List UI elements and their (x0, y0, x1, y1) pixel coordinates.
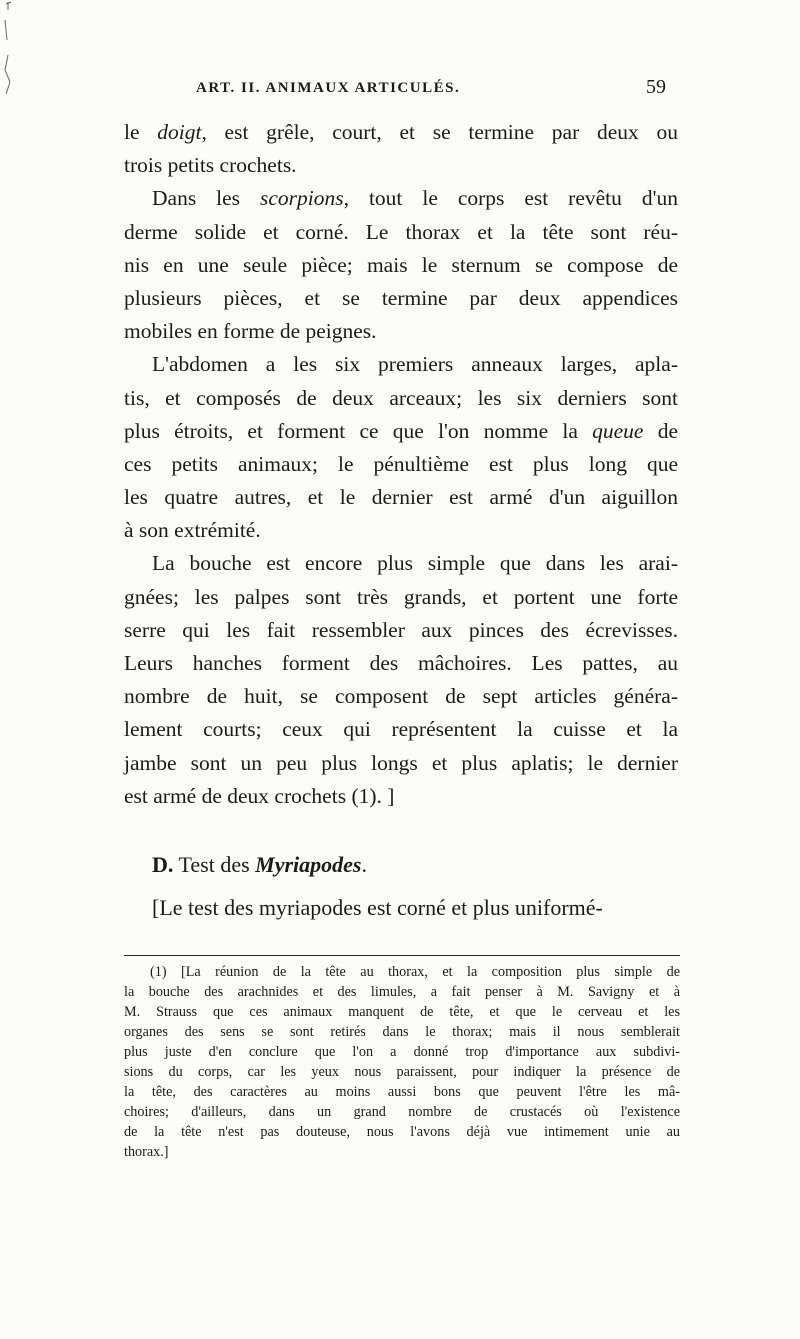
body-text (124, 116, 678, 813)
text-line: ces petits animaux; le pénultième est plus long que (124, 451, 678, 476)
footnote-line: organes des sens se sont retirés dans le thorax; mais il nous semblerait (124, 1024, 680, 1040)
text-line: les quatre autres, et le dernier est armé d'un aiguillon (124, 485, 678, 510)
text-line: La bouche est encore plus simple que dans les arai- (152, 551, 678, 576)
footnote-line: la tête, des caractères au moins aussi bons que peuvent l'être les mâ- (124, 1084, 680, 1100)
section-title-suffix: . (361, 852, 367, 877)
text-line: nis en une seule pièce; mais le sternum se compose de (124, 252, 678, 277)
footnote-line: thorax.] (124, 1144, 169, 1160)
text-line: à son extrémité. (124, 518, 261, 543)
footnote-rule (124, 955, 680, 956)
footnote-line: la bouche des arachnides et des limules, a fait penser à M. Savigny et à (124, 984, 680, 1000)
text-line: le doigt, est grêle, court, et se termine par deux ou (124, 120, 678, 144)
text-line: jambe sont un peu plus longs et plus aplatis; le dernier (124, 750, 678, 775)
text-line: tis, et composés de deux arceaux; les six derniers sont (124, 385, 678, 410)
text-line: est armé de deux crochets (1). ] (124, 783, 395, 808)
text-line: lement courts; ceux qui représentent la cuisse et la (124, 717, 678, 742)
section-label: D. (152, 852, 174, 877)
text-line: gnées; les palpes sont très grands, et portent une forte (124, 584, 678, 609)
section-heading (152, 852, 367, 878)
footnote-line: de la tête n'est pas douteuse, nous l'avons déjà vue intimement unie au (124, 1124, 680, 1140)
footnote (124, 962, 680, 1162)
text-line: serre qui les fait ressembler aux pinces des écrevisses. (124, 617, 678, 642)
text-line: L'abdomen a les six premiers anneaux larges, apla- (152, 352, 678, 377)
text-line: Leurs hanches forment des mâchoires. Les pattes, au (124, 651, 678, 675)
text-line: plus étroits, et forment ce que l'on nomme la queue de (124, 418, 678, 443)
page-edge-mark (2, 0, 16, 96)
section-title-name: Myriapodes (255, 852, 362, 877)
running-head: ART. II. ANIMAUX ARTICULÉS. (196, 80, 461, 96)
text-line: Dans les scorpions, tout le corps est revêtu d'un (152, 186, 678, 211)
page-number: 59 (646, 76, 666, 98)
page-header (196, 76, 666, 106)
text-line: nombre de huit, se composent de sept articles généra- (124, 684, 678, 709)
text-line: derme solide et corné. Le thorax et la tête sont réu- (124, 219, 678, 244)
section-title-prefix: Test des (178, 852, 256, 877)
section-first-line: [Le test des myriapodes est corné et plus uniformé- (152, 895, 603, 920)
footnote-line: (1) [La réunion de la tête au thorax, et la composition plus simple de (150, 964, 680, 980)
text-line: trois petits crochets. (124, 153, 297, 178)
text-line: plusieurs pièces, et se termine par deux appendices (124, 285, 678, 310)
footnote-line: plus juste d'en conclure que l'on a donné trop d'importance aux subdivi- (124, 1044, 680, 1060)
footnote-line: sions du corps, car les yeux nous paraissent, pour indiquer la présence de (124, 1064, 680, 1080)
footnote-line: M. Strauss que ces animaux manquent de tête, et que le cerveau et les (124, 1004, 680, 1020)
footnote-line: choires; d'ailleurs, dans un grand nombre de crustacés où l'existence (124, 1104, 680, 1120)
text-line: mobiles en forme de peignes. (124, 319, 377, 344)
